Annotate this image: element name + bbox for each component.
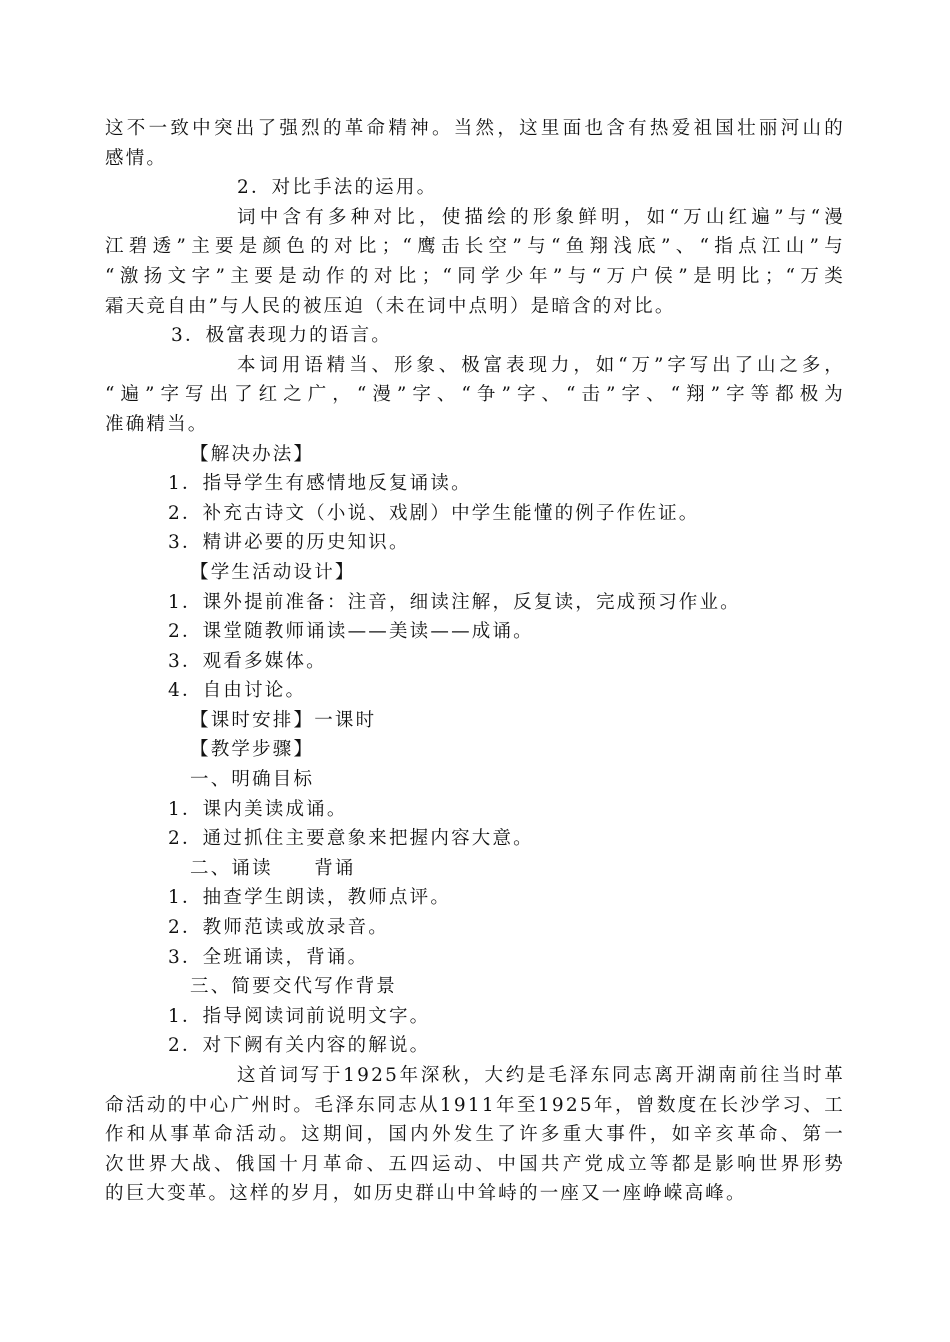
text-line: 准确精当。: [105, 413, 209, 435]
text-line: “遍”字写出了红之广，“漫”字、“争”字、“击”字、“翔”字等都极为: [105, 384, 845, 406]
text-line: 霜天竞自由”与人民的被压迫（未在词中点明）是暗含的对比。: [105, 295, 676, 317]
list-item: 2．对下阙有关内容的解说。: [168, 1035, 431, 1057]
text-line: 这不一致中突出了强烈的革命精神。当然，这里面也含有热爱祖国壮丽河山的: [105, 118, 845, 139]
text-line: 词中含有多种对比，使描绘的形象鲜明，如“万山红遍”与“漫: [237, 206, 845, 228]
section-heading: 【教学步骤】: [190, 739, 315, 761]
text-line: 这首词写于1925年深秋，大约是毛泽东同志离开湖南前往当时革: [237, 1065, 845, 1086]
text-line: 次世界大战、俄国十月革命、五四运动、中国共产党成立等都是影响世界形势: [105, 1153, 845, 1175]
text-line: 命活动的中心广州时。毛泽东同志从1911年至1925年，曾数度在长沙学习、工: [105, 1094, 845, 1116]
section-heading: 3．极富表现力的语言。: [171, 325, 392, 347]
section-heading: 【课时安排】一课时: [190, 709, 377, 731]
list-item: 2．教师范读或放录音。: [168, 917, 389, 939]
text-line: “激扬文字”主要是动作的对比；“同学少年”与“万户侯”是明比；“万类: [105, 265, 845, 287]
list-item: 1．课内美读成诵。: [168, 798, 348, 820]
list-item: 1．课外提前准备：注音，细读注解，反复读，完成预习作业。: [168, 591, 741, 613]
list-item: 3．观看多媒体。: [168, 650, 327, 672]
section-heading: 【解决办法】: [190, 443, 315, 465]
list-item: 3．全班诵读，背诵。: [168, 946, 369, 968]
list-item: 1．指导学生有感情地反复诵读。: [168, 473, 472, 495]
step-heading: 一、明确目标: [190, 769, 315, 791]
list-item: 3．精讲必要的历史知识。: [168, 532, 410, 554]
text-line: 作和从事革命活动。这期间，国内外发生了许多重大事件，如辛亥革命、第一: [105, 1124, 845, 1146]
list-item: 1．抽查学生朗读，教师点评。: [168, 887, 452, 909]
section-heading: 2．对比手法的运用。: [237, 177, 438, 199]
text-line: 的巨大变革。这样的岁月，如历史群山中耸峙的一座又一座峥嵘高峰。: [105, 1183, 747, 1205]
list-item: 2．课堂随教师诵读——美读——成诵。: [168, 621, 534, 643]
list-item: 4．自由讨论。: [168, 680, 307, 702]
step-heading: 二、诵读 背诵: [190, 857, 356, 879]
list-item: 1．指导阅读词前说明文字。: [168, 1005, 431, 1027]
text-line: 江碧透”主要是颜色的对比；“鹰击长空”与“鱼翔浅底”、“指点江山”与: [105, 236, 845, 258]
list-item: 2．通过抓住主要意象来把握内容大意。: [168, 828, 534, 850]
text-line: 感情。: [105, 147, 168, 169]
list-item: 2．补充古诗文（小说、戏剧）中学生能懂的例子作佐证。: [168, 502, 700, 524]
step-heading: 三、简要交代写作背景: [190, 976, 398, 998]
section-heading: 【学生活动设计】: [190, 561, 356, 583]
document-body: [105, 114, 845, 1209]
text-line: 本词用语精当、形象、极富表现力，如“万”字写出了山之多，: [237, 354, 845, 376]
